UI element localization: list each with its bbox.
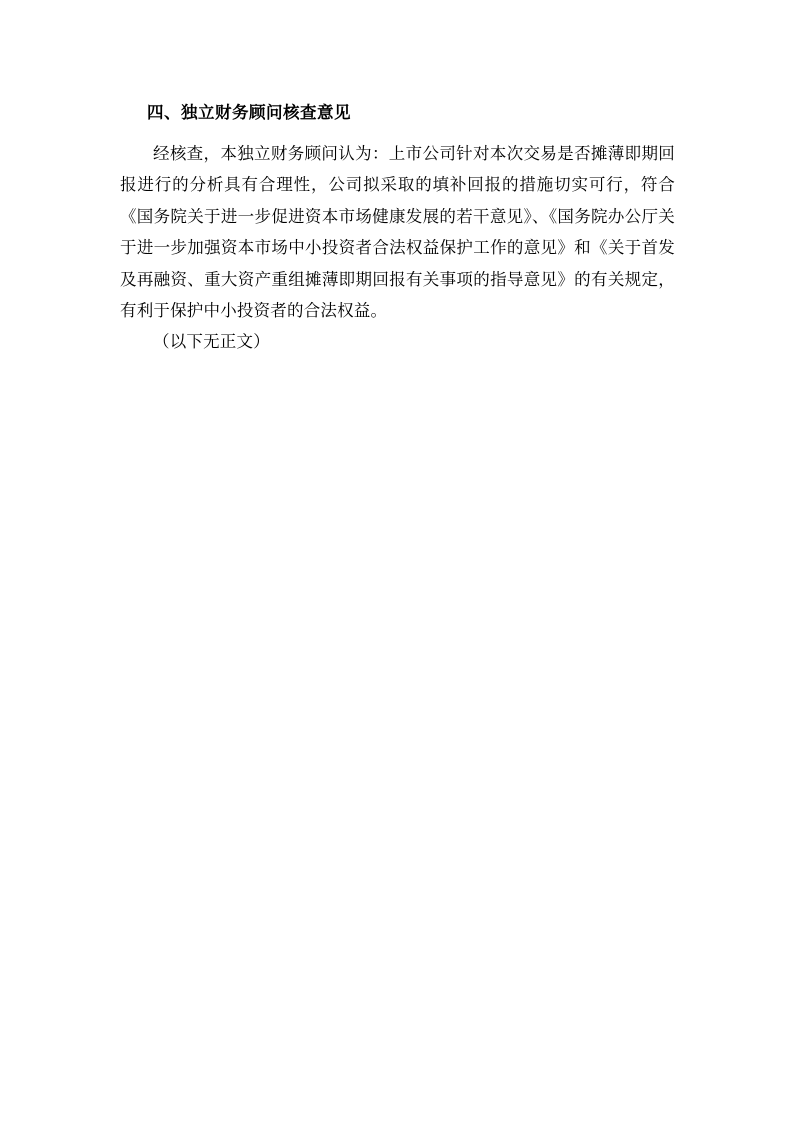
section-heading: 四、独立财务顾问核查意见 <box>147 103 351 122</box>
body-paragraph: 经核查，本独立财务顾问认为：上市公司针对本次交易是否摊薄即期回报进行的分析具有合理性，公司拟采取的填补回报的措施切实可行，符合《国务院关于进一步促进资本市场健康发展的若干意见》、《国务院办公厅关于进一步加强资本市场中小投资者合法权益保护工作的意见》和《关于首发及再融资、重大资产重组摊薄即期回报有关事项的指导意见》的有关规定，有利于保护中小投资者的合法权益。 <box>120 144 675 321</box>
closing-note: （以下无正文） <box>153 332 270 352</box>
document-content <box>120 102 675 358</box>
